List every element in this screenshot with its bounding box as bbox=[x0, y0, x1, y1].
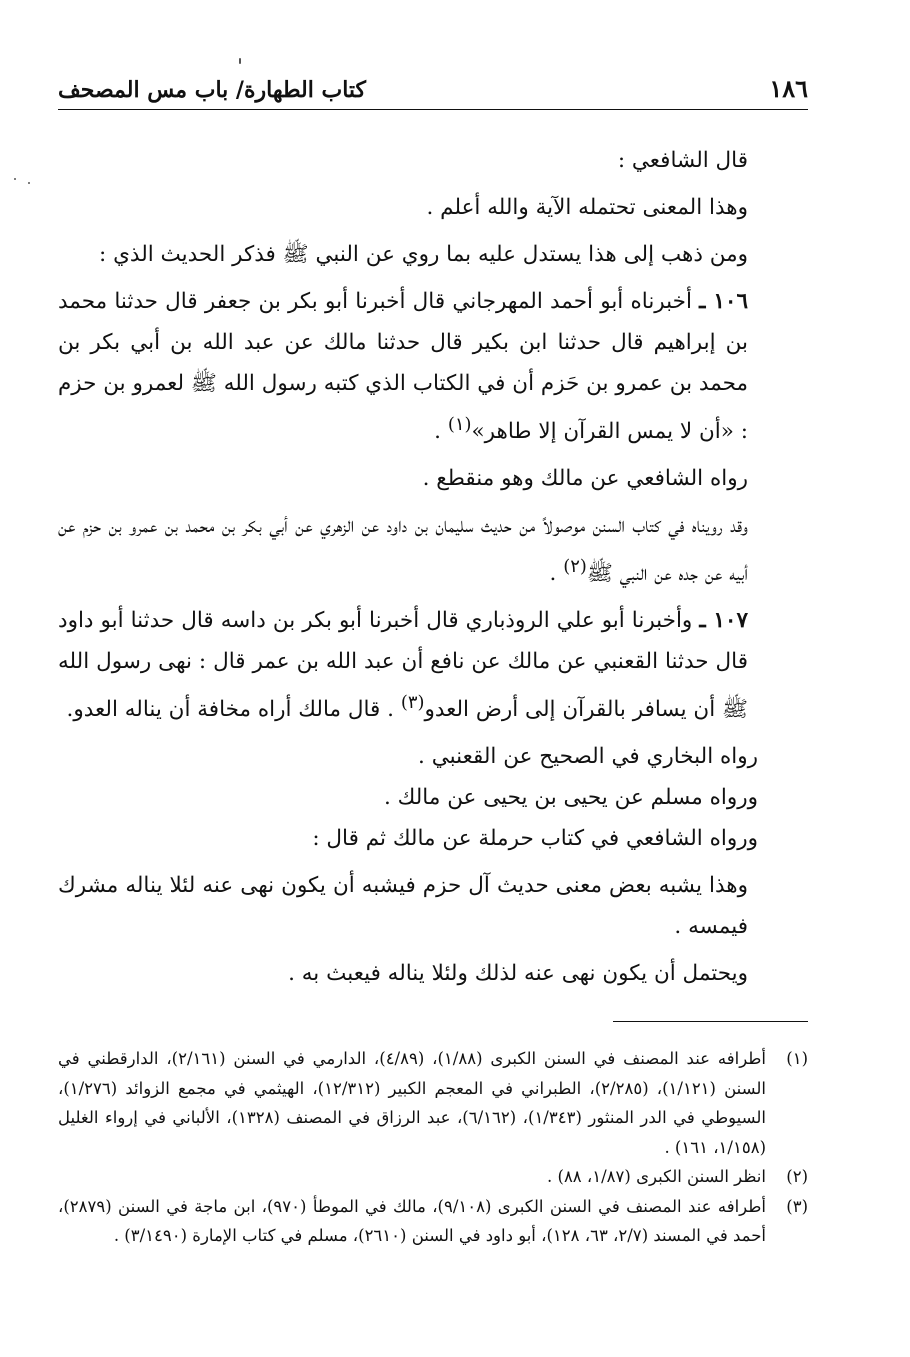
paragraph: وهذا المعنى تحتمله الآية والله أعلم . bbox=[426, 195, 748, 220]
hadith-number: ١٠٦ ـ bbox=[699, 289, 748, 314]
footnote bbox=[58, 1044, 808, 1162]
paragraph: ورواه مسلم عن يحيى بن يحيى عن مالك . bbox=[383, 785, 758, 811]
footnote-ref: (٢) bbox=[563, 556, 587, 578]
scan-speck bbox=[28, 182, 30, 184]
page-number: ١٨٦ bbox=[769, 74, 808, 103]
footnote-ref: (٣) bbox=[400, 692, 425, 714]
hadith-106 bbox=[58, 281, 808, 452]
paragraph bbox=[58, 505, 808, 594]
footnotes bbox=[58, 1044, 808, 1251]
footnote-text: انظر السنن الكبرى (١/٨٧، ٨٨) . bbox=[547, 1167, 766, 1186]
hadith-text-end: . قال مالك أراه مخافة أن يناله العدو. bbox=[66, 697, 401, 723]
paragraph: رواه البخاري في الصحيح عن القعنبي . bbox=[418, 744, 758, 770]
hadith-text: وأخبرنا أبو علي الروذباري قال أخبرنا أبو بكر بن داسه قال حدثنا أبو داود قال حدثنا القعنبي عن مالك عن نافع أن عبد الله بن عمر قال : نهى رسول الله ﷺ أن يسافر بالقرآن إلى أرض العدو bbox=[58, 608, 748, 723]
footnote bbox=[58, 1192, 808, 1251]
footnote-separator bbox=[613, 1021, 808, 1022]
punctuation: . bbox=[434, 419, 448, 445]
scan-speck bbox=[14, 178, 16, 180]
paragraph: قال الشافعي : bbox=[617, 148, 748, 173]
paragraph: ورواه الشافعي في كتاب حرملة عن مالك ثم قال : bbox=[312, 826, 758, 852]
paragraph: ويحتمل أن يكون نهى عنه لذلك ولئلا يناله فيعبث به . bbox=[288, 961, 748, 987]
hadith-107 bbox=[58, 600, 808, 730]
footnote-mark: (٣) bbox=[786, 1196, 808, 1216]
footnote bbox=[58, 1162, 808, 1192]
paragraph: ومن ذهب إلى هذا يستدل عليه بما روي عن النبي ﷺ فذكر الحديث الذي : bbox=[99, 242, 748, 267]
footnote-text: أطرافه عند المصنف في السنن الكبرى (١/٨٨)، (٤/٨٩)، الدارمي في السنن (٢/١٦١)، الدارقطني في السنن (١/١٢١)، (٢/٢٨٥)، الطبراني في المعجم الكبير (١٢/٣١٢)، الهيثمي في مجمع الزوائد (١/٢٧٦)، السيوطي في الدر المنثور (١/٣٤٣)، (٦/١٦٢)، عبد الرزاق في المصنف (١٣٢٨)، الألباني في إرواء الغليل (١/١٥٨، ١٦١) . bbox=[58, 1049, 767, 1157]
footnote-ref: (١) bbox=[447, 414, 472, 435]
main-text bbox=[58, 140, 808, 1000]
paragraph: وهذا يشبه بعض معنى حديث آل حزم فيشبه أن يكون نهى عنه لئلا يناله مشرك فيمسه . bbox=[58, 873, 748, 940]
hadith-number: ١٠٧ ـ bbox=[699, 608, 748, 634]
book-page bbox=[58, 0, 808, 1357]
footnote-mark: (١) bbox=[786, 1049, 808, 1068]
hadith-text: أخبرناه أبو أحمد المهرجاني قال أخبرنا أبو بكر بن جعفر قال حدثنا محمد بن إبراهيم قال حدثنا ابن بكير قال حدثنا مالك عن عبد الله بن أبي بكر بن محمد بن عمرو بن حَزم أن في الكتاب الذي كتبه رسول الله ﷺ لعمرو بن حزم : «أن لا يمس القرآن إلا طاهر» bbox=[58, 289, 748, 445]
page-header bbox=[58, 66, 808, 110]
punctuation: . bbox=[549, 561, 564, 587]
running-title: كتاب الطهارة/ باب مس المصحف bbox=[58, 77, 367, 103]
paragraph: رواه الشافعي عن مالك وهو منقطع . bbox=[422, 466, 748, 492]
footnote-text: أطرافه عند المصنف في السنن الكبرى (٩/١٠٨)، مالك في الموطأ (٩٧٠)، ابن ماجة في السنن (٢٨٧٩)، أحمد في المسند (٢/٧، ٦٣، ١٢٨)، أبو داود في السنن (٢٦١٠)، مسلم في كتاب الإمارة (٣/١٤٩٠) . bbox=[58, 1196, 767, 1245]
paragraph-text: وقد رويناه في كتاب السنن موصولاً من حديث سليمان بن داود عن الزهري عن أبي بكر بن محمد بن عمرو بن حزم عن أبيه عن جده عن النبي ﷺ bbox=[58, 513, 748, 587]
footnote-mark: (٢) bbox=[786, 1167, 808, 1186]
